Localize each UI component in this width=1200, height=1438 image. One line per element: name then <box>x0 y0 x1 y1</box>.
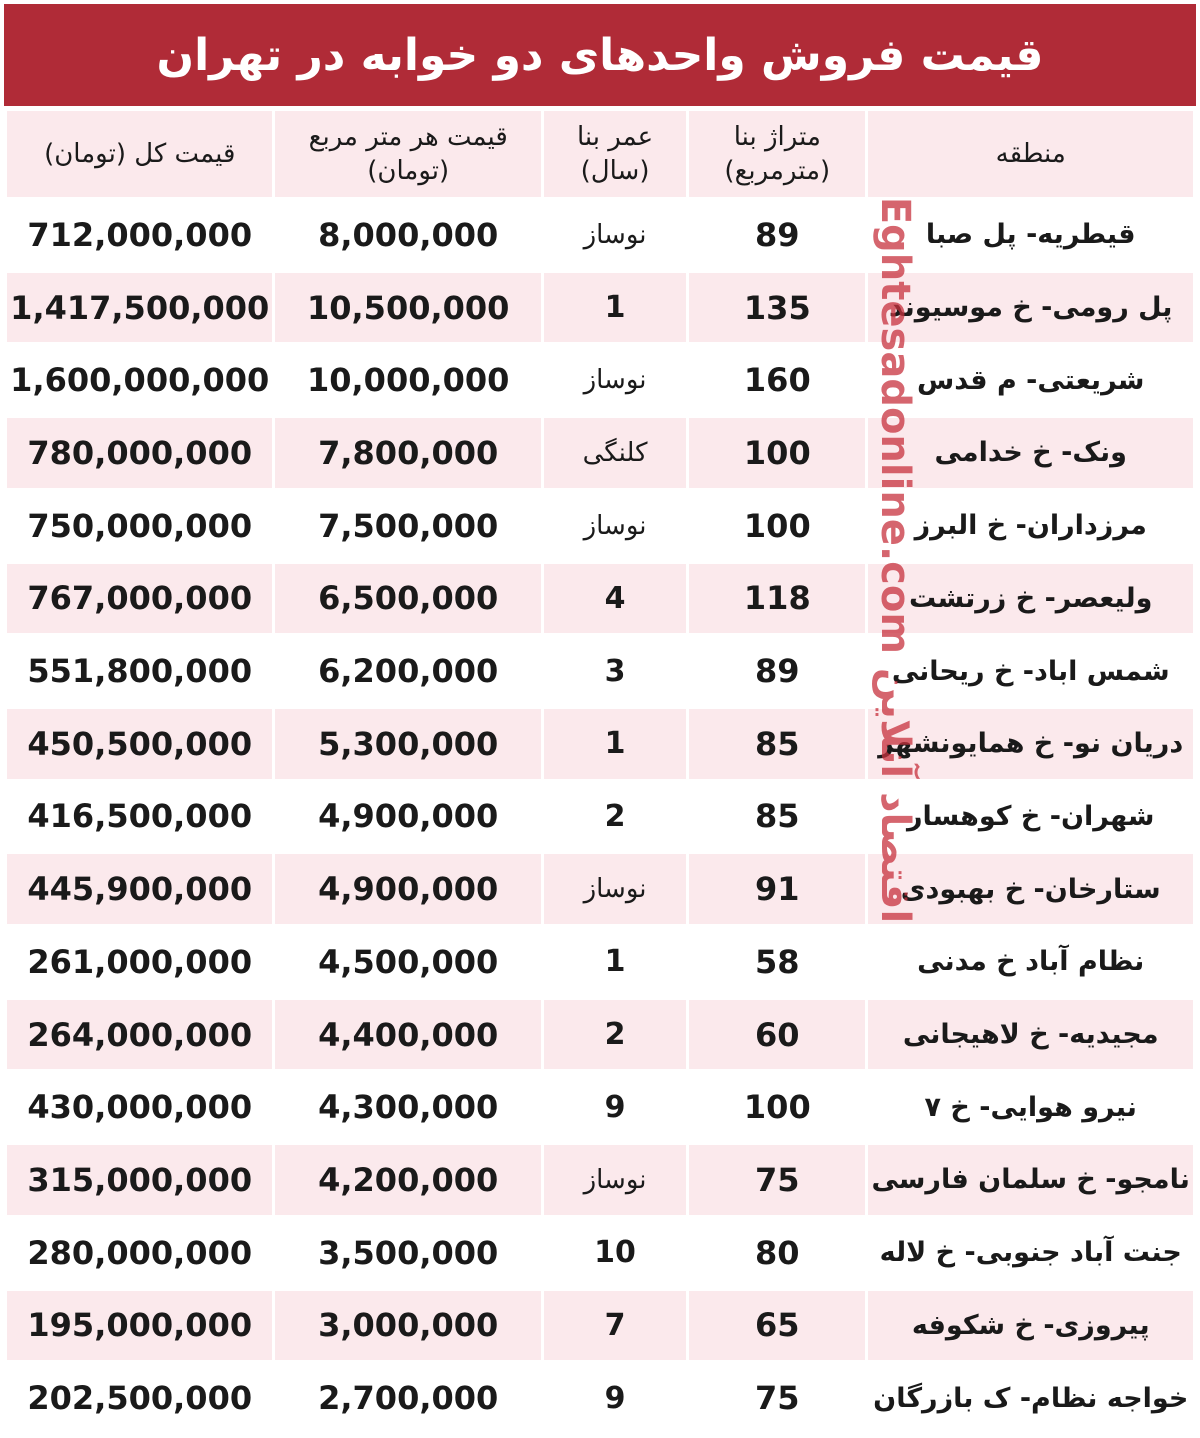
age-cell: 10 <box>544 1218 686 1288</box>
age-cell: 1 <box>544 927 686 997</box>
price-per-meter-cell: 7,800,000 <box>275 418 540 488</box>
table-row <box>7 273 1193 343</box>
watermark-text: Eghtesadonline.com اقتصاد آنلاین <box>872 196 919 924</box>
area-cell: 118 <box>689 564 865 634</box>
area-cell: 65 <box>689 1291 865 1361</box>
age-cell: 1 <box>544 709 686 779</box>
header-region: منطقه <box>868 111 1193 197</box>
area-cell: 91 <box>689 854 865 924</box>
table-body <box>7 200 1193 1433</box>
area-cell: 75 <box>689 1363 865 1433</box>
age-cell: کلنگی <box>544 418 686 488</box>
region-cell: قیطریه- پل صبا <box>868 200 1193 270</box>
header-total-price: قیمت کل (تومان) <box>7 111 272 197</box>
table-row <box>7 491 1193 561</box>
age-cell: 4 <box>544 564 686 634</box>
area-cell: 75 <box>689 1145 865 1215</box>
price-per-meter-cell: 8,000,000 <box>275 200 540 270</box>
total-price-cell: 1,417,500,000 <box>7 273 272 343</box>
price-per-meter-cell: 4,500,000 <box>275 927 540 997</box>
header-ppm-line2: (تومان) <box>367 156 450 186</box>
header-area-line2: (مترمربع) <box>724 156 831 186</box>
title-bar <box>4 4 1196 106</box>
page-title: قیمت فروش واحدهای دو خوابه در تهران <box>156 29 1044 81</box>
total-price-cell: 712,000,000 <box>7 200 272 270</box>
table-row <box>7 782 1193 852</box>
price-table <box>4 108 1196 1436</box>
header-area <box>689 111 865 197</box>
total-price-cell: 551,800,000 <box>7 636 272 706</box>
region-cell: جنت آباد جنوبی- خ لاله <box>868 1218 1193 1288</box>
area-cell: 89 <box>689 636 865 706</box>
total-price-cell: 450,500,000 <box>7 709 272 779</box>
area-cell: 60 <box>689 1000 865 1070</box>
age-cell: نوساز <box>544 491 686 561</box>
age-cell: نوساز <box>544 200 686 270</box>
total-price-cell: 445,900,000 <box>7 854 272 924</box>
total-price-cell: 1,600,000,000 <box>7 345 272 415</box>
table-row <box>7 927 1193 997</box>
age-cell: 1 <box>544 273 686 343</box>
region-cell: شهران- خ کوهسار <box>868 782 1193 852</box>
price-per-meter-cell: 4,900,000 <box>275 854 540 924</box>
total-price-cell: 280,000,000 <box>7 1218 272 1288</box>
area-cell: 89 <box>689 200 865 270</box>
region-cell: شمس اباد- خ ریحانی <box>868 636 1193 706</box>
table-row <box>7 854 1193 924</box>
price-per-meter-cell: 5,300,000 <box>275 709 540 779</box>
table-row <box>7 1000 1193 1070</box>
price-per-meter-cell: 4,200,000 <box>275 1145 540 1215</box>
price-per-meter-cell: 7,500,000 <box>275 491 540 561</box>
price-per-meter-cell: 6,200,000 <box>275 636 540 706</box>
price-per-meter-cell: 2,700,000 <box>275 1363 540 1433</box>
age-cell: نوساز <box>544 854 686 924</box>
region-cell: ونک- خ خدامی <box>868 418 1193 488</box>
table-row <box>7 345 1193 415</box>
area-cell: 80 <box>689 1218 865 1288</box>
table-row <box>7 1145 1193 1215</box>
region-cell: نظام آباد خ مدنی <box>868 927 1193 997</box>
age-cell: 3 <box>544 636 686 706</box>
total-price-cell: 315,000,000 <box>7 1145 272 1215</box>
region-cell: ولیعصر- خ زرتشت <box>868 564 1193 634</box>
header-ppm-line1: قیمت هر متر مربع <box>308 122 508 152</box>
total-price-cell: 195,000,000 <box>7 1291 272 1361</box>
area-cell: 135 <box>689 273 865 343</box>
header-area-line1: متراژ بنا <box>733 122 821 152</box>
table-header-row <box>7 111 1193 197</box>
region-cell: مرزداران- خ البرز <box>868 491 1193 561</box>
total-price-cell: 416,500,000 <box>7 782 272 852</box>
table-row <box>7 564 1193 634</box>
price-per-meter-cell: 3,000,000 <box>275 1291 540 1361</box>
price-per-meter-cell: 4,900,000 <box>275 782 540 852</box>
region-cell: دریان نو- خ همایونشهر <box>868 709 1193 779</box>
age-cell: نوساز <box>544 345 686 415</box>
age-cell: 9 <box>544 1072 686 1142</box>
area-cell: 100 <box>689 491 865 561</box>
area-cell: 160 <box>689 345 865 415</box>
region-cell: پیروزی- خ شکوفه <box>868 1291 1193 1361</box>
region-cell: پل رومی- خ موسیوند <box>868 273 1193 343</box>
total-price-cell: 767,000,000 <box>7 564 272 634</box>
table-row <box>7 1363 1193 1433</box>
price-per-meter-cell: 3,500,000 <box>275 1218 540 1288</box>
age-cell: 2 <box>544 1000 686 1070</box>
age-cell: نوساز <box>544 1145 686 1215</box>
price-per-meter-cell: 6,500,000 <box>275 564 540 634</box>
area-cell: 100 <box>689 1072 865 1142</box>
header-price-per-meter <box>275 111 540 197</box>
price-per-meter-cell: 4,400,000 <box>275 1000 540 1070</box>
region-cell: ستارخان- خ بهبودی <box>868 854 1193 924</box>
total-price-cell: 780,000,000 <box>7 418 272 488</box>
table-row <box>7 418 1193 488</box>
price-per-meter-cell: 10,000,000 <box>275 345 540 415</box>
header-age-line2: (سال) <box>580 156 650 186</box>
age-cell: 2 <box>544 782 686 852</box>
table-row <box>7 709 1193 779</box>
total-price-cell: 430,000,000 <box>7 1072 272 1142</box>
table-row <box>7 1218 1193 1288</box>
table-row <box>7 636 1193 706</box>
table-row <box>7 200 1193 270</box>
age-cell: 7 <box>544 1291 686 1361</box>
age-cell: 9 <box>544 1363 686 1433</box>
total-price-cell: 202,500,000 <box>7 1363 272 1433</box>
area-cell: 58 <box>689 927 865 997</box>
region-cell: خواجه نظام- ک بازرگان <box>868 1363 1193 1433</box>
region-cell: مجیدیه- خ لاهیجانی <box>868 1000 1193 1070</box>
total-price-cell: 264,000,000 <box>7 1000 272 1070</box>
price-per-meter-cell: 10,500,000 <box>275 273 540 343</box>
total-price-cell: 261,000,000 <box>7 927 272 997</box>
header-age <box>544 111 686 197</box>
area-cell: 85 <box>689 782 865 852</box>
region-cell: نامجو- خ سلمان فارسی <box>868 1145 1193 1215</box>
area-cell: 85 <box>689 709 865 779</box>
region-cell: نیرو هوایی- خ ۷ <box>868 1072 1193 1142</box>
total-price-cell: 750,000,000 <box>7 491 272 561</box>
header-age-line1: عمر بنا <box>576 122 654 152</box>
region-cell: شریعتی- م قدس <box>868 345 1193 415</box>
table-row <box>7 1072 1193 1142</box>
table-row <box>7 1291 1193 1361</box>
area-cell: 100 <box>689 418 865 488</box>
price-per-meter-cell: 4,300,000 <box>275 1072 540 1142</box>
